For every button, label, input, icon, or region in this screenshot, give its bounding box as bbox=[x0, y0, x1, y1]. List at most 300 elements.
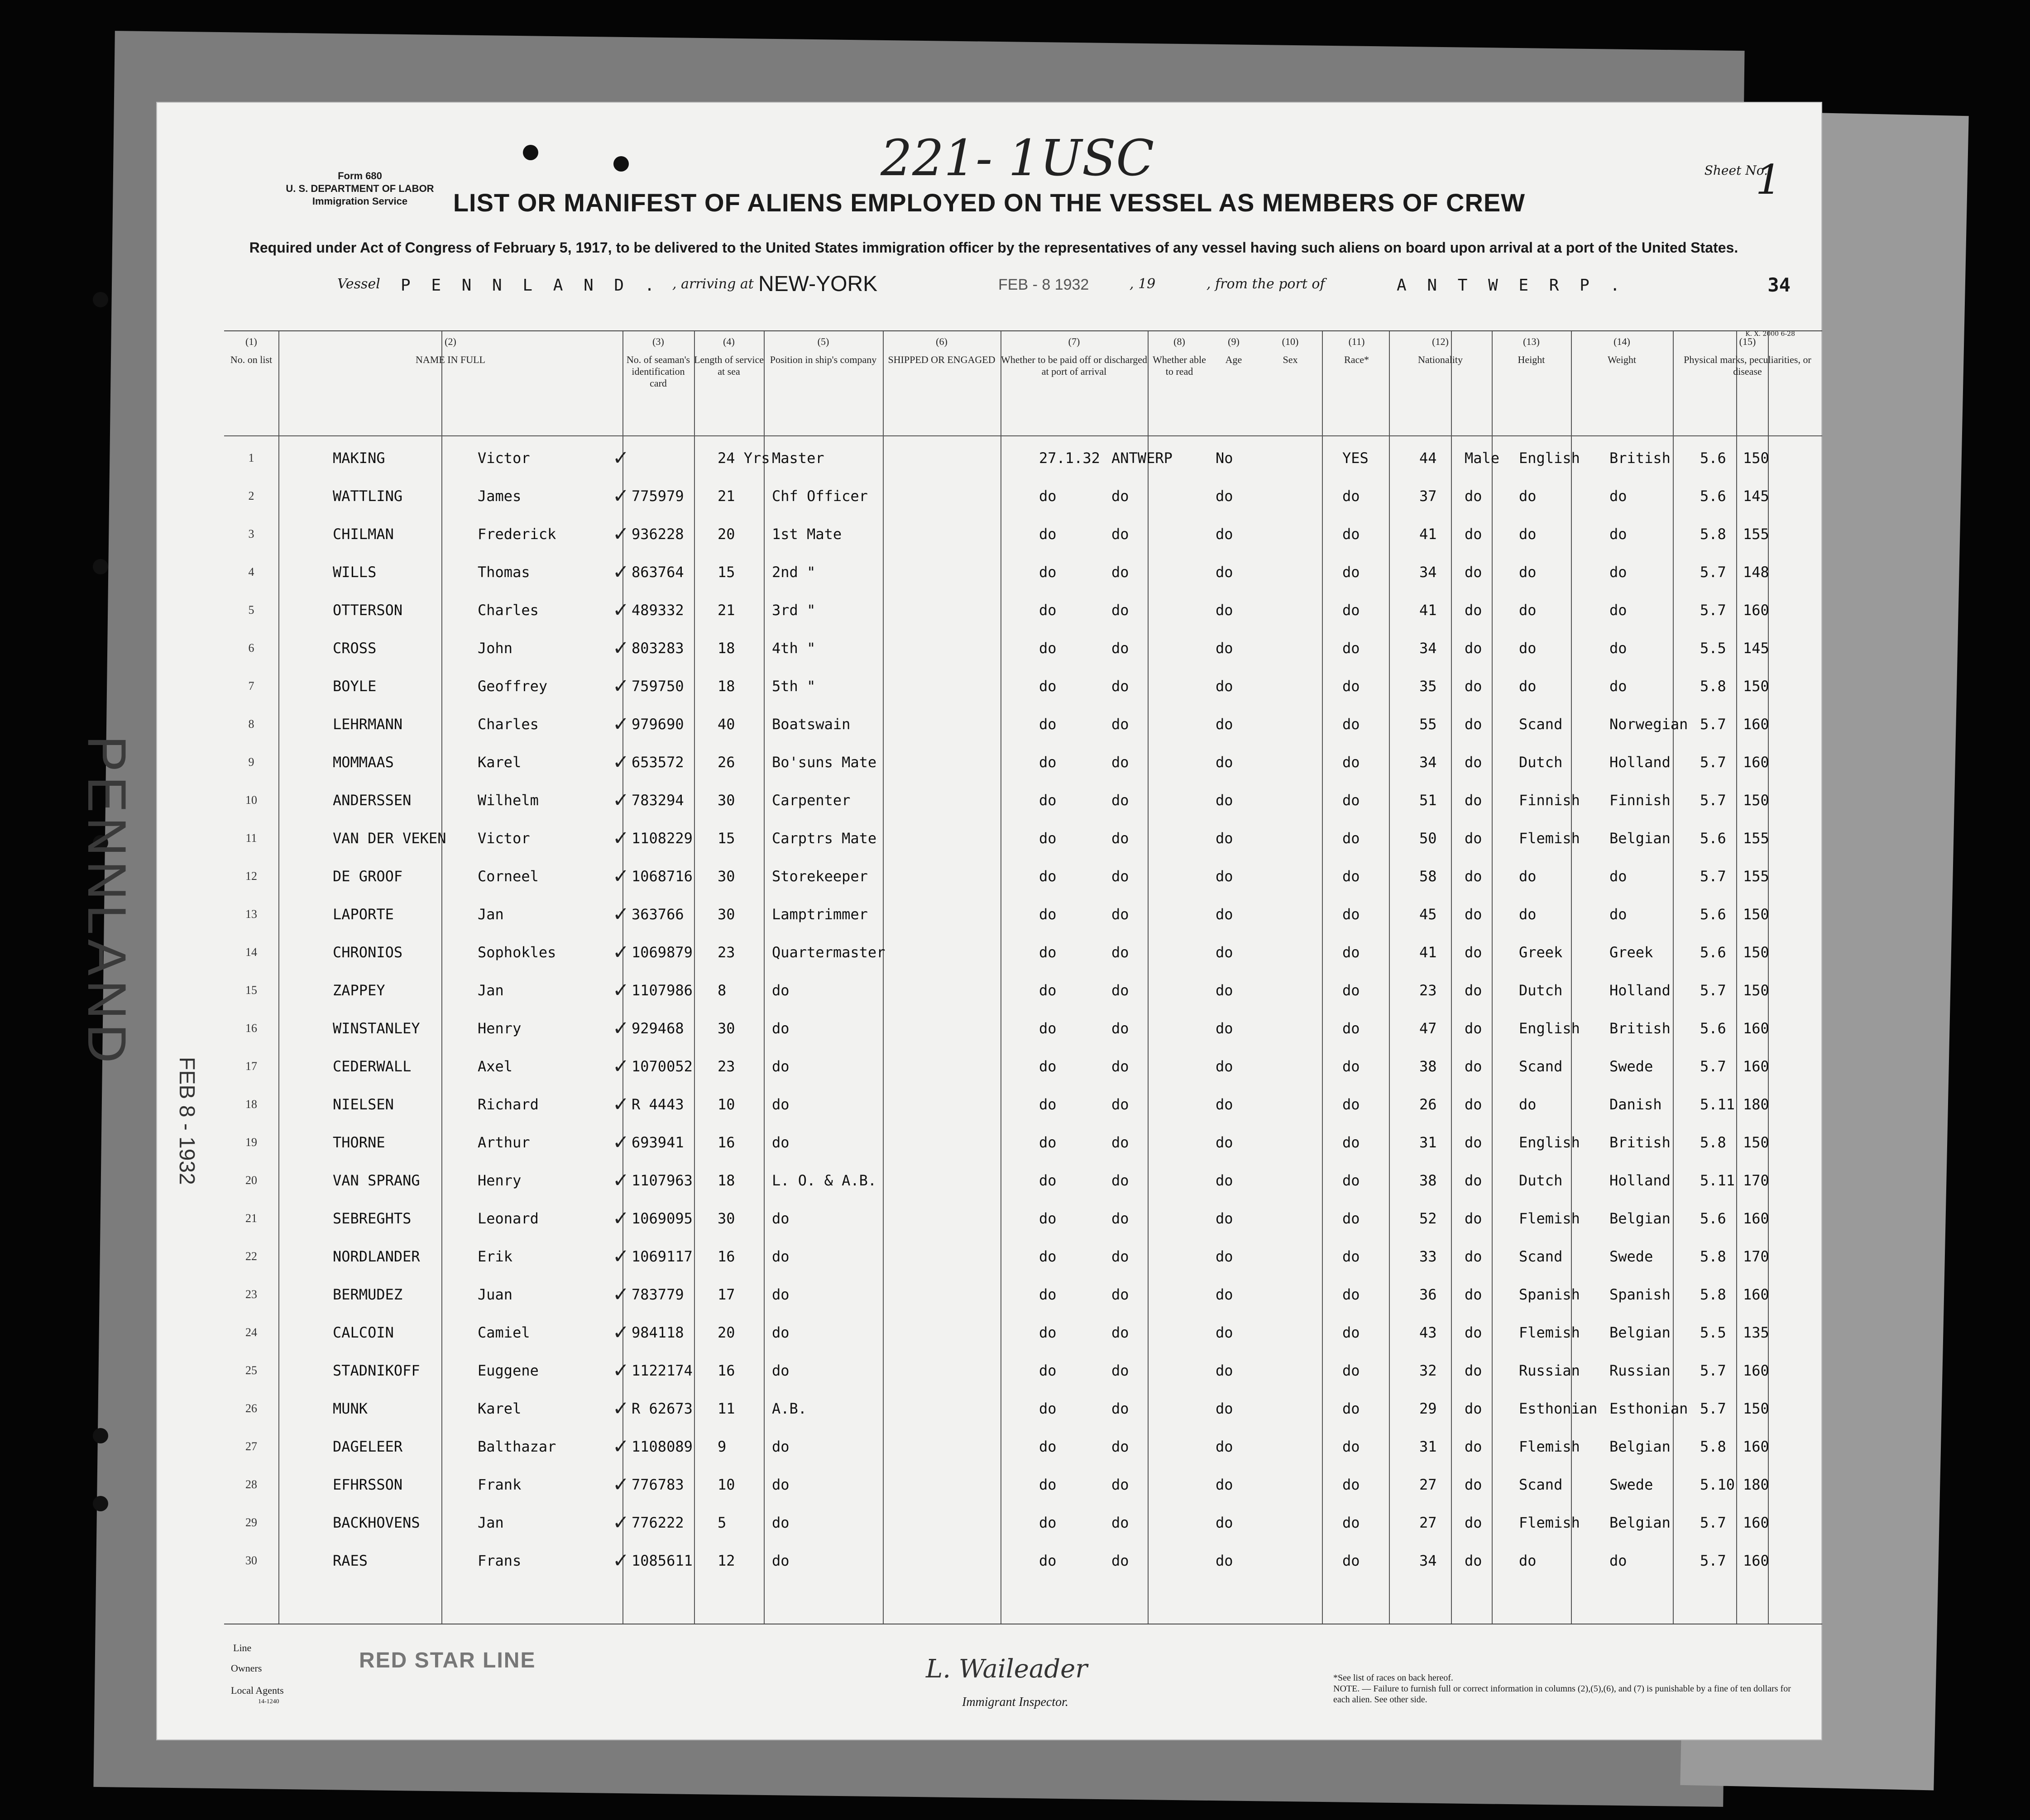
cell-weight: 170 bbox=[1743, 1172, 1769, 1189]
cell-family: BACKHOVENS bbox=[333, 1514, 420, 1531]
cell-height: 5.7 bbox=[1700, 754, 1726, 771]
cell-read: do bbox=[1342, 1020, 1360, 1037]
column-header bbox=[764, 336, 883, 366]
cell-no: 25 bbox=[245, 1364, 257, 1377]
cell-family: LAPORTE bbox=[333, 906, 394, 923]
cell-where: do bbox=[1111, 1134, 1129, 1151]
cell-race: English bbox=[1519, 449, 1580, 467]
cell-paid: do bbox=[1216, 640, 1233, 657]
cell-read: do bbox=[1342, 1248, 1360, 1265]
check-mark-icon: ✓ bbox=[613, 1511, 629, 1534]
cell-read: do bbox=[1342, 640, 1360, 657]
cell-read: do bbox=[1342, 1172, 1360, 1189]
cell-card: 1085611 bbox=[632, 1552, 693, 1569]
check-mark-icon: ✓ bbox=[613, 941, 629, 964]
vessel-name: P E N N L A N D . bbox=[401, 276, 660, 295]
cell-family: WINSTANLEY bbox=[333, 1020, 420, 1037]
cell-paid: do bbox=[1216, 982, 1233, 999]
cell-where: do bbox=[1111, 1324, 1129, 1341]
cell-nationality: do bbox=[1609, 525, 1627, 543]
cell-sex: do bbox=[1465, 564, 1482, 581]
cell-position: 1st Mate bbox=[772, 525, 842, 543]
cell-given: Frederick bbox=[478, 525, 556, 543]
cell-no: 29 bbox=[245, 1516, 257, 1529]
department: U. S. DEPARTMENT OF LABOR bbox=[286, 183, 434, 194]
cell-position: Lamptrimmer bbox=[772, 906, 868, 923]
cell-sex: do bbox=[1465, 1438, 1482, 1455]
column-divider bbox=[883, 331, 884, 1624]
cell-when: do bbox=[1039, 1248, 1057, 1265]
cell-given: Charles bbox=[478, 602, 539, 619]
cell-when: do bbox=[1039, 792, 1057, 809]
cell-position: do bbox=[772, 1552, 790, 1569]
cell-when: do bbox=[1039, 906, 1057, 923]
cell-sex: do bbox=[1465, 640, 1482, 657]
cell-no: 19 bbox=[245, 1136, 257, 1149]
cell-card: 1108089 bbox=[632, 1438, 693, 1455]
cell-height: 5.6 bbox=[1700, 944, 1726, 961]
cell-card: 929468 bbox=[632, 1020, 684, 1037]
cell-no: 10 bbox=[245, 793, 257, 807]
cell-service: 11 bbox=[718, 1400, 735, 1417]
cell-given: Jan bbox=[478, 982, 504, 999]
cell-when: do bbox=[1039, 1134, 1057, 1151]
cell-weight: 155 bbox=[1743, 525, 1769, 543]
column-divider bbox=[1673, 331, 1674, 1624]
cell-nationality: do bbox=[1609, 1552, 1627, 1569]
cell-family: CEDERWALL bbox=[333, 1058, 412, 1075]
cell-age: 27 bbox=[1419, 1514, 1437, 1531]
cell-given: Juan bbox=[478, 1286, 513, 1303]
cell-family: EFHRSSON bbox=[333, 1476, 403, 1493]
cell-position: do bbox=[772, 1134, 790, 1151]
cell-where: ANTWERP bbox=[1111, 449, 1173, 467]
cell-weight: 160 bbox=[1743, 716, 1769, 733]
cell-weight: 155 bbox=[1743, 868, 1769, 885]
check-mark-icon: ✓ bbox=[613, 1093, 629, 1116]
cell-race: English bbox=[1519, 1020, 1580, 1037]
cell-where: do bbox=[1111, 640, 1129, 657]
cell-service: 8 bbox=[718, 982, 727, 999]
cell-nationality: Belgian bbox=[1609, 1514, 1671, 1531]
sheet-label: Sheet No. bbox=[1704, 163, 1768, 178]
column-number: (8) bbox=[1173, 336, 1185, 347]
cell-paid: do bbox=[1216, 1096, 1233, 1113]
cell-family: CROSS bbox=[333, 640, 377, 657]
cell-service: 20 bbox=[718, 1324, 735, 1341]
cell-weight: 150 bbox=[1743, 792, 1769, 809]
cell-family: VAN SPRANG bbox=[333, 1172, 420, 1189]
cell-card: 1108229 bbox=[632, 830, 693, 847]
cell-position: Quartermaster bbox=[772, 944, 886, 961]
column-label: Nationality bbox=[1418, 354, 1463, 365]
column-label: Race* bbox=[1344, 354, 1369, 365]
cell-height: 5.8 bbox=[1700, 525, 1726, 543]
cell-nationality: British bbox=[1609, 1020, 1671, 1037]
column-label: Whether able to read bbox=[1153, 354, 1206, 377]
cell-height: 5.8 bbox=[1700, 1286, 1726, 1303]
check-mark-icon: ✓ bbox=[613, 1283, 629, 1306]
cell-when: do bbox=[1039, 830, 1057, 847]
cell-sex: do bbox=[1465, 716, 1482, 733]
cell-age: 35 bbox=[1419, 678, 1437, 695]
cell-read: do bbox=[1342, 1134, 1360, 1151]
cell-sex: do bbox=[1465, 1552, 1482, 1569]
cell-sex: do bbox=[1465, 944, 1482, 961]
cell-race: Scand bbox=[1519, 1058, 1563, 1075]
check-mark-icon: ✓ bbox=[613, 1321, 629, 1344]
cell-race: Scand bbox=[1519, 1476, 1563, 1493]
cell-given: Victor bbox=[478, 830, 530, 847]
cell-no: 14 bbox=[245, 946, 257, 959]
cell-paid: do bbox=[1216, 716, 1233, 733]
column-label: SHIPPED OR ENGAGED bbox=[888, 354, 996, 365]
cell-card: 489332 bbox=[632, 602, 684, 619]
cell-where: do bbox=[1111, 906, 1129, 923]
punch-hole bbox=[93, 1496, 108, 1511]
cell-no: 8 bbox=[248, 717, 254, 731]
cell-sex: do bbox=[1465, 678, 1482, 695]
check-mark-icon: ✓ bbox=[613, 1245, 629, 1268]
cell-age: 45 bbox=[1419, 906, 1437, 923]
cell-height: 5.6 bbox=[1700, 1020, 1726, 1037]
cell-read: do bbox=[1342, 1058, 1360, 1075]
column-label: Physical marks, peculiarities, or disease bbox=[1684, 354, 1811, 377]
cell-read: do bbox=[1342, 1096, 1360, 1113]
cell-where: do bbox=[1111, 792, 1129, 809]
margin-ship-stamp: PENNLAND bbox=[77, 736, 137, 1068]
cell-nationality: Holland bbox=[1609, 754, 1671, 771]
cell-card: 759750 bbox=[632, 678, 684, 695]
column-number: (13) bbox=[1523, 336, 1540, 347]
cell-no: 23 bbox=[245, 1288, 257, 1301]
cell-age: 34 bbox=[1419, 640, 1437, 657]
cell-given: Leonard bbox=[478, 1210, 539, 1227]
cell-height: 5.8 bbox=[1700, 1438, 1726, 1455]
page-number: 34 bbox=[1767, 274, 1791, 296]
cell-nationality: Holland bbox=[1609, 982, 1671, 999]
cell-position: Storekeeper bbox=[772, 868, 868, 885]
cell-weight: 160 bbox=[1743, 1020, 1769, 1037]
cell-given: Karel bbox=[478, 1400, 522, 1417]
cell-where: do bbox=[1111, 602, 1129, 619]
cell-when: do bbox=[1039, 944, 1057, 961]
column-number: (14) bbox=[1613, 336, 1630, 347]
cell-height: 5.7 bbox=[1700, 602, 1726, 619]
cell-position: Bo'suns Mate bbox=[772, 754, 877, 771]
cell-no: 1 bbox=[248, 451, 254, 464]
cell-paid: do bbox=[1216, 1438, 1233, 1455]
cell-paid: do bbox=[1216, 678, 1233, 695]
cell-no: 18 bbox=[245, 1098, 257, 1111]
cell-family: NORDLANDER bbox=[333, 1248, 420, 1265]
cell-read: do bbox=[1342, 944, 1360, 961]
cell-where: do bbox=[1111, 1552, 1129, 1569]
cell-when: do bbox=[1039, 754, 1057, 771]
cell-race: do bbox=[1519, 906, 1537, 923]
cell-weight: 150 bbox=[1743, 982, 1769, 999]
cell-height: 5.7 bbox=[1700, 564, 1726, 581]
cell-weight: 155 bbox=[1743, 830, 1769, 847]
cell-card: 1107963 bbox=[632, 1172, 693, 1189]
year-label: , 19 bbox=[1130, 276, 1156, 292]
cell-given: Geoffrey bbox=[478, 678, 548, 695]
cell-read: do bbox=[1342, 754, 1360, 771]
check-mark-icon: ✓ bbox=[613, 712, 629, 736]
cell-card: R 62673 bbox=[632, 1400, 693, 1417]
cell-read: do bbox=[1342, 716, 1360, 733]
cell-read: do bbox=[1342, 1514, 1360, 1531]
column-number: (5) bbox=[817, 336, 829, 347]
cell-given: Thomas bbox=[478, 564, 530, 581]
cell-no: 11 bbox=[245, 831, 257, 845]
cell-weight: 160 bbox=[1743, 1552, 1769, 1569]
arrival-date-stamp: FEB - 8 1932 bbox=[998, 276, 1089, 293]
cell-read: do bbox=[1342, 564, 1360, 581]
cell-card: 803283 bbox=[632, 640, 684, 657]
cell-card: 653572 bbox=[632, 754, 684, 771]
column-label: Weight bbox=[1608, 354, 1636, 365]
column-number: (6) bbox=[936, 336, 948, 347]
cell-read: do bbox=[1342, 982, 1360, 999]
cell-where: do bbox=[1111, 716, 1129, 733]
cell-no: 28 bbox=[245, 1478, 257, 1491]
cell-weight: 150 bbox=[1743, 944, 1769, 961]
cell-when: do bbox=[1039, 602, 1057, 619]
cell-height: 5.7 bbox=[1700, 982, 1726, 999]
cell-nationality: Greek bbox=[1609, 944, 1653, 961]
cell-weight: 150 bbox=[1743, 678, 1769, 695]
cell-nationality: British bbox=[1609, 449, 1671, 467]
column-number: (15) bbox=[1739, 336, 1756, 347]
cell-race: do bbox=[1519, 868, 1537, 885]
cell-when: do bbox=[1039, 1020, 1057, 1037]
cell-position: 5th " bbox=[772, 678, 816, 695]
column-header bbox=[1211, 336, 1256, 366]
column-number: (4) bbox=[723, 336, 735, 347]
cell-where: do bbox=[1111, 1514, 1129, 1531]
cell-when: do bbox=[1039, 1324, 1057, 1341]
cell-race: Dutch bbox=[1519, 982, 1563, 999]
cell-position: do bbox=[772, 1020, 790, 1037]
cell-given: Richard bbox=[478, 1096, 539, 1113]
cell-no: 9 bbox=[248, 755, 254, 769]
column-divider bbox=[1389, 331, 1390, 1624]
cell-when: do bbox=[1039, 1400, 1057, 1417]
column-label: Position in ship's company bbox=[770, 354, 877, 365]
cell-race: English bbox=[1519, 1134, 1580, 1151]
cell-no: 2 bbox=[248, 489, 254, 502]
cell-read: do bbox=[1342, 1210, 1360, 1227]
column-header bbox=[622, 336, 694, 389]
cell-height: 5.10 bbox=[1700, 1476, 1735, 1493]
cell-weight: 150 bbox=[1743, 906, 1769, 923]
cell-no: 5 bbox=[248, 603, 254, 616]
cell-age: 58 bbox=[1419, 868, 1437, 885]
cell-when: do bbox=[1039, 1514, 1057, 1531]
cell-sex: do bbox=[1465, 1134, 1482, 1151]
cell-family: ANDERSSEN bbox=[333, 792, 412, 809]
column-divider bbox=[1148, 331, 1149, 1624]
column-header bbox=[883, 336, 1001, 366]
cell-read: do bbox=[1342, 1476, 1360, 1493]
check-mark-icon: ✓ bbox=[613, 598, 629, 622]
column-header bbox=[1256, 336, 1324, 366]
check-mark-icon: ✓ bbox=[613, 1473, 629, 1496]
cell-family: LEHRMANN bbox=[333, 716, 403, 733]
cell-nationality: Belgian bbox=[1609, 830, 1671, 847]
cell-paid: do bbox=[1216, 1362, 1233, 1379]
cell-family: STADNIKOFF bbox=[333, 1362, 420, 1379]
check-mark-icon: ✓ bbox=[613, 1017, 629, 1040]
cell-service: 30 bbox=[718, 868, 735, 885]
cell-nationality: Holland bbox=[1609, 1172, 1671, 1189]
cell-card: 1069095 bbox=[632, 1210, 693, 1227]
column-label: NAME IN FULL bbox=[416, 354, 485, 365]
cell-height: 5.11 bbox=[1700, 1172, 1735, 1189]
cell-no: 15 bbox=[245, 984, 257, 997]
cell-race: do bbox=[1519, 564, 1537, 581]
cell-where: do bbox=[1111, 1058, 1129, 1075]
cell-where: do bbox=[1111, 1248, 1129, 1265]
inspector-signature: L. Waileader bbox=[926, 1654, 1087, 1684]
cell-when: do bbox=[1039, 1286, 1057, 1303]
cell-paid: do bbox=[1216, 525, 1233, 543]
cell-age: 41 bbox=[1419, 525, 1437, 543]
cell-height: 5.11 bbox=[1700, 1096, 1735, 1113]
cell-nationality: do bbox=[1609, 640, 1627, 657]
cell-position: do bbox=[772, 1058, 790, 1075]
cell-age: 38 bbox=[1419, 1172, 1437, 1189]
column-number: (1) bbox=[245, 336, 257, 347]
cell-age: 36 bbox=[1419, 1286, 1437, 1303]
cell-card: 1070052 bbox=[632, 1058, 693, 1075]
cell-weight: 135 bbox=[1743, 1324, 1769, 1341]
cell-position: do bbox=[772, 1362, 790, 1379]
column-header bbox=[1389, 336, 1492, 366]
cell-given: Sophokles bbox=[478, 944, 556, 961]
line-label: Line bbox=[233, 1642, 252, 1653]
check-mark-icon: ✓ bbox=[613, 522, 629, 546]
cell-age: 33 bbox=[1419, 1248, 1437, 1265]
cell-given: Frans bbox=[478, 1552, 522, 1569]
cell-no: 22 bbox=[245, 1250, 257, 1263]
cell-position: 3rd " bbox=[772, 602, 816, 619]
cell-position: Master bbox=[772, 449, 824, 467]
cell-given: Balthazar bbox=[478, 1438, 556, 1455]
cell-paid: do bbox=[1216, 754, 1233, 771]
cell-paid: do bbox=[1216, 1058, 1233, 1075]
line-stamp: RED STAR LINE bbox=[359, 1648, 536, 1672]
cell-sex: do bbox=[1465, 1058, 1482, 1075]
cell-race: do bbox=[1519, 1552, 1537, 1569]
cell-sex: do bbox=[1465, 1096, 1482, 1113]
cell-no: 24 bbox=[245, 1326, 257, 1339]
cell-when: do bbox=[1039, 678, 1057, 695]
cell-card: 783779 bbox=[632, 1286, 684, 1303]
cell-card: 776222 bbox=[632, 1514, 684, 1531]
check-mark-icon: ✓ bbox=[613, 560, 629, 584]
cell-sex: do bbox=[1465, 1172, 1482, 1189]
cell-when: do bbox=[1039, 982, 1057, 999]
cell-position: do bbox=[772, 1248, 790, 1265]
column-number: (3) bbox=[652, 336, 664, 347]
cell-service: 10 bbox=[718, 1476, 735, 1493]
cell-race: Greek bbox=[1519, 944, 1563, 961]
column-header bbox=[1571, 336, 1673, 366]
cell-service: 20 bbox=[718, 525, 735, 543]
cell-service: 18 bbox=[718, 640, 735, 657]
cell-paid: do bbox=[1216, 1324, 1233, 1341]
cell-race: Russian bbox=[1519, 1362, 1580, 1379]
cell-age: 34 bbox=[1419, 1552, 1437, 1569]
punch-hole bbox=[93, 559, 108, 574]
cell-weight: 145 bbox=[1743, 487, 1769, 505]
cell-read: do bbox=[1342, 1552, 1360, 1569]
cell-where: do bbox=[1111, 944, 1129, 961]
cell-age: 55 bbox=[1419, 716, 1437, 733]
cell-weight: 150 bbox=[1743, 1134, 1769, 1151]
column-label: Whether to be paid off or discharged at port of arrival bbox=[1001, 354, 1147, 377]
vessel-label: Vessel bbox=[337, 276, 380, 292]
cell-paid: do bbox=[1216, 602, 1233, 619]
cell-given: James bbox=[478, 487, 522, 505]
cell-card: 693941 bbox=[632, 1134, 684, 1151]
cell-where: do bbox=[1111, 1362, 1129, 1379]
cell-weight: 160 bbox=[1743, 1362, 1769, 1379]
cell-read: do bbox=[1342, 678, 1360, 695]
cell-no: 27 bbox=[245, 1440, 257, 1453]
cell-weight: 160 bbox=[1743, 1514, 1769, 1531]
cell-where: do bbox=[1111, 1172, 1129, 1189]
cell-sex: do bbox=[1465, 487, 1482, 505]
cell-given: Camiel bbox=[478, 1324, 530, 1341]
races-note: *See list of races on back hereof. bbox=[1333, 1673, 1453, 1683]
cell-nationality: Swede bbox=[1609, 1476, 1653, 1493]
cell-service: 17 bbox=[718, 1286, 735, 1303]
cell-sex: do bbox=[1465, 792, 1482, 809]
cell-family: CHRONIOS bbox=[333, 944, 403, 961]
cell-family: BOYLE bbox=[333, 678, 377, 695]
check-mark-icon: ✓ bbox=[613, 484, 629, 508]
cell-where: do bbox=[1111, 982, 1129, 999]
cell-sex: do bbox=[1465, 602, 1482, 619]
column-divider bbox=[694, 331, 695, 1624]
cell-weight: 180 bbox=[1743, 1096, 1769, 1113]
cell-age: 27 bbox=[1419, 1476, 1437, 1493]
cell-height: 5.7 bbox=[1700, 1400, 1726, 1417]
cell-no: 13 bbox=[245, 908, 257, 921]
cell-no: 6 bbox=[248, 641, 254, 654]
cell-family: VAN DER VEKEN bbox=[333, 830, 446, 847]
cell-when: do bbox=[1039, 716, 1057, 733]
cell-nationality: do bbox=[1609, 868, 1627, 885]
cell-service: 30 bbox=[718, 1020, 735, 1037]
cell-sex: do bbox=[1465, 1324, 1482, 1341]
cell-nationality: Esthonian bbox=[1609, 1400, 1688, 1417]
cell-sex: do bbox=[1465, 1248, 1482, 1265]
cell-when: do bbox=[1039, 564, 1057, 581]
cell-paid: do bbox=[1216, 1476, 1233, 1493]
cell-given: Victor bbox=[478, 449, 530, 467]
cell-height: 5.6 bbox=[1700, 1210, 1726, 1227]
cell-nationality: Swede bbox=[1609, 1248, 1653, 1265]
cell-paid: do bbox=[1216, 1210, 1233, 1227]
cell-card: 1069117 bbox=[632, 1248, 693, 1265]
cell-paid: do bbox=[1216, 1134, 1233, 1151]
check-mark-icon: ✓ bbox=[613, 1397, 629, 1420]
cell-age: 50 bbox=[1419, 830, 1437, 847]
